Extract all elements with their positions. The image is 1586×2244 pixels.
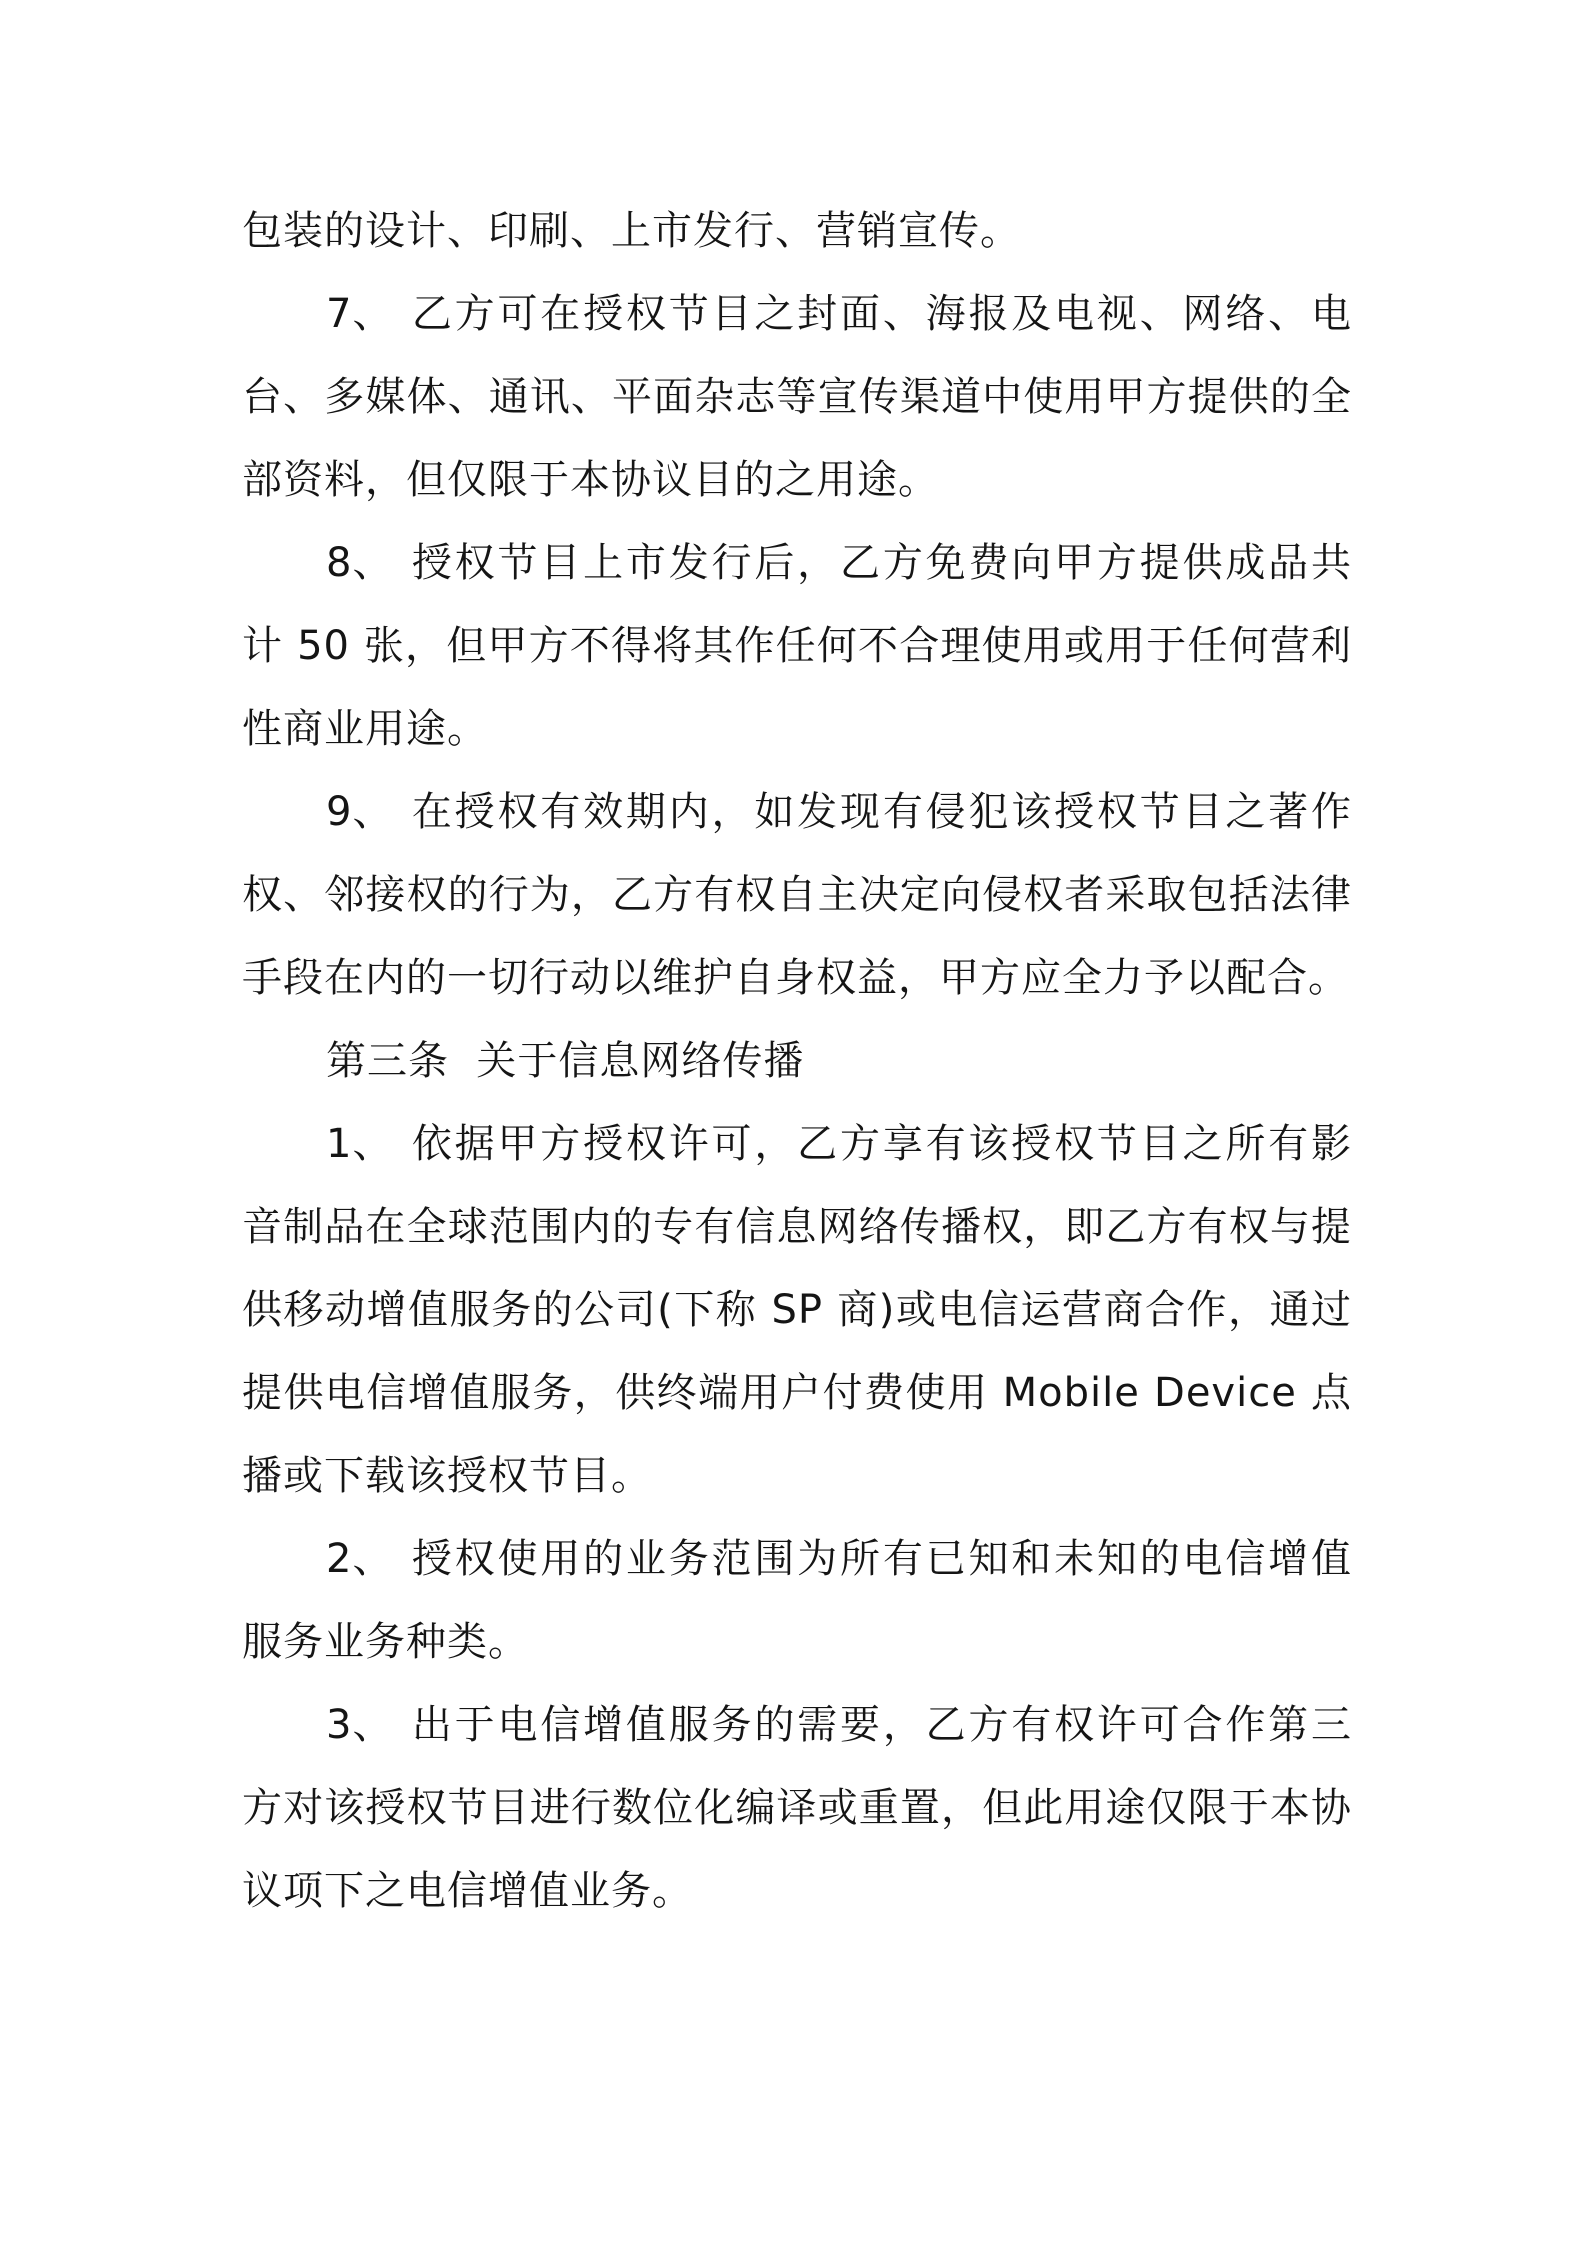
clause-item-9 [242,771,1352,1020]
clause-number: 9、 [326,789,394,835]
document-body [242,190,1352,1933]
clause-number: 1、 [326,1121,394,1167]
clause-text: 在授权有效期内，如发现有侵犯该授权节目之著作权、邻接权的行为，乙方有权自主决定向侵权者采取包括法律手段在内的一切行动以维护自身权益，甲方应全力予以配合。 [242,789,1352,1001]
clause-text: 依据甲方授权许可，乙方享有该授权节目之所有影音制品在全球范围内的专有信息网络传播权，即乙方有权与提供移动增值服务的公司(下称 SP 商)或电信运营商合作，通过提供电信增值服务，供终端用户付费使用 Mobile Device 点播或下载该授权节目。 [242,1121,1352,1499]
continued-paragraph: 包装的设计、印刷、上市发行、营销宣传。 [242,208,1021,254]
clause-number: 7、 [326,291,394,337]
clause-item-3 [242,1684,1352,1933]
clause-text: 授权使用的业务范围为所有已知和未知的电信增值服务业务种类。 [242,1536,1352,1665]
clause-text: 授权节目上市发行后，乙方免费向甲方提供成品共计 50 张，但甲方不得将其作任何不合理使用或用于任何营利性商业用途。 [242,540,1352,752]
clause-text: 出于电信增值服务的需要，乙方有权许可合作第三方对该授权节目进行数位化编译或重置，但此用途仅限于本协议项下之电信增值业务。 [242,1702,1352,1914]
clause-item-8 [242,522,1352,771]
clause-number: 8、 [326,540,394,586]
clause-number: 2、 [326,1536,394,1582]
clause-number: 3、 [326,1702,394,1748]
clause-item-2 [242,1518,1352,1684]
clause-item-7 [242,273,1352,522]
section-heading: 第三条 关于信息网络传播 [326,1038,805,1084]
clause-text: 乙方可在授权节目之封面、海报及电视、网络、电台、多媒体、通讯、平面杂志等宣传渠道中使用甲方提供的全部资料，但仅限于本协议目的之用途。 [242,291,1352,503]
clause-item-1 [242,1103,1352,1518]
